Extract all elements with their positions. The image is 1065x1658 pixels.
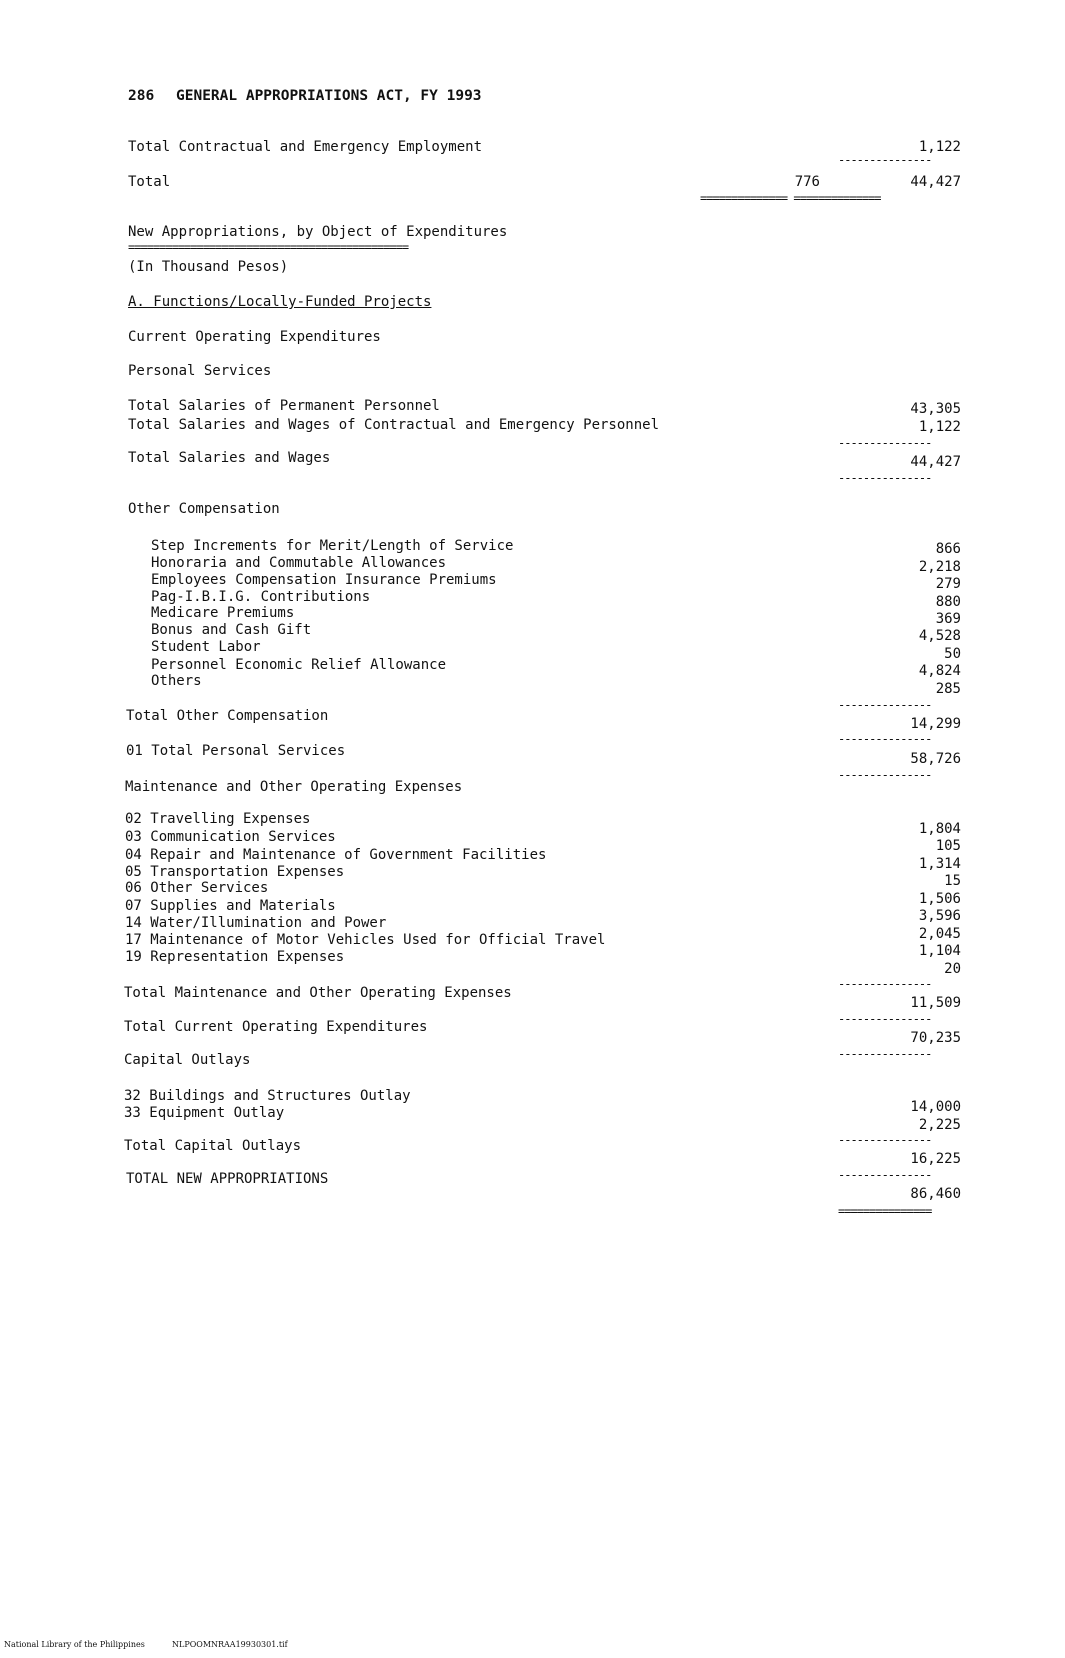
mooe-item-label: 05 Transportation Expenses xyxy=(125,864,345,880)
other-comp-item-label: Student Labor xyxy=(151,639,261,655)
mooe-heading: Maintenance and Other Operating Expenses xyxy=(125,779,463,795)
capital-total-label: Total Capital Outlays xyxy=(124,1138,302,1154)
personal-total-value: 58,726 xyxy=(910,751,961,767)
mooe-item-value: 2,045 xyxy=(918,926,961,942)
mooe-item-label: 02 Travelling Expenses xyxy=(125,811,311,827)
other-comp-item-label: Honoraria and Commutable Allowances xyxy=(151,555,447,571)
other-comp-item-value: 50 xyxy=(944,646,961,662)
unit-note: (In Thousand Pesos) xyxy=(128,259,289,275)
total-col1-value: 776 xyxy=(794,174,820,190)
divider: --------------- xyxy=(838,153,932,167)
mooe-item-label: 03 Communication Services xyxy=(125,829,336,845)
current-operating-heading: Current Operating Expenditures xyxy=(128,329,381,345)
other-comp-item-value: 285 xyxy=(935,681,961,697)
total-col2-value: 44,427 xyxy=(910,174,961,190)
other-comp-item-value: 880 xyxy=(935,594,961,610)
mooe-item-label: 06 Other Services xyxy=(125,880,269,896)
divider: --------------- xyxy=(838,977,932,991)
salaries-permanent-label: Total Salaries of Permanent Personnel xyxy=(128,398,440,414)
mooe-item-value: 1,804 xyxy=(918,821,961,837)
other-comp-item-label: Bonus and Cash Gift xyxy=(151,622,312,638)
other-comp-item-label: Medicare Premiums xyxy=(151,605,295,621)
page-title: GENERAL APPROPRIATIONS ACT, FY 1993 xyxy=(176,88,482,104)
salaries-contractual-value: 1,122 xyxy=(918,419,961,435)
capital-item-value: 14,000 xyxy=(910,1099,961,1115)
capital-item-label: 32 Buildings and Structures Outlay xyxy=(124,1088,411,1104)
mooe-item-value: 1,506 xyxy=(918,891,961,907)
salaries-total-label: Total Salaries and Wages xyxy=(128,450,331,466)
mooe-item-label: 04 Repair and Maintenance of Government Facilities xyxy=(125,847,547,863)
other-comp-total-label: Total Other Compensation xyxy=(126,708,329,724)
mooe-item-value: 20 xyxy=(944,961,961,977)
current-total-label: Total Current Operating Expenditures xyxy=(124,1019,428,1035)
mooe-item-value: 3,596 xyxy=(918,908,961,924)
mooe-total-value: 11,509 xyxy=(910,995,961,1011)
divider: --------------- xyxy=(838,1133,932,1147)
other-comp-heading: Other Compensation xyxy=(128,501,280,517)
grand-total-value: 86,460 xyxy=(910,1186,961,1202)
personal-total-label: 01 Total Personal Services xyxy=(126,743,346,759)
personal-services-heading: Personal Services xyxy=(128,363,272,379)
capital-heading: Capital Outlays xyxy=(124,1052,251,1068)
mooe-item-value: 105 xyxy=(935,838,961,854)
mooe-item-value: 1,314 xyxy=(918,856,961,872)
mooe-item-label: 19 Representation Expenses xyxy=(125,949,345,965)
other-comp-item-label: Personnel Economic Relief Allowance xyxy=(151,657,447,673)
other-comp-item-value: 866 xyxy=(935,541,961,557)
subsection-title: A. Functions/Locally-Funded Projects xyxy=(128,294,432,310)
contractual-employment-value: 1,122 xyxy=(918,139,961,155)
divider: --------------- xyxy=(838,471,932,485)
mooe-item-label: 07 Supplies and Materials xyxy=(125,898,336,914)
capital-item-value: 2,225 xyxy=(918,1117,961,1133)
divider: --------------- xyxy=(838,698,932,712)
divider: --------------- xyxy=(838,1168,932,1182)
other-comp-item-label: Others xyxy=(151,673,202,689)
footer-file: NLPOOMNRAA19930301.tif xyxy=(172,1640,288,1649)
divider: --------------- xyxy=(838,768,932,782)
grand-total-label: TOTAL NEW APPROPRIATIONS xyxy=(126,1171,329,1187)
mooe-total-label: Total Maintenance and Other Operating Expenses xyxy=(124,985,512,1001)
capital-total-value: 16,225 xyxy=(910,1151,961,1167)
mooe-item-label: 14 Water/Illumination and Power xyxy=(125,915,387,931)
current-total-value: 70,235 xyxy=(910,1030,961,1046)
mooe-item-value: 15 xyxy=(944,873,961,889)
other-comp-item-value: 279 xyxy=(935,576,961,592)
contractual-employment-label: Total Contractual and Emergency Employment xyxy=(128,139,483,155)
other-comp-item-label: Employees Compensation Insurance Premiums xyxy=(151,572,497,588)
double-rule: ============================================= xyxy=(128,240,409,254)
other-comp-total-value: 14,299 xyxy=(910,716,961,732)
other-comp-item-label: Pag-I.B.I.G. Contributions xyxy=(151,589,371,605)
divider: --------------- xyxy=(838,1047,932,1061)
divider: --------------- xyxy=(838,732,932,746)
double-rule: ============== ============== xyxy=(700,191,881,205)
section-title: New Appropriations, by Object of Expenditures xyxy=(128,224,508,240)
divider: --------------- xyxy=(838,1012,932,1026)
mooe-item-value: 1,104 xyxy=(918,943,961,959)
salaries-total-value: 44,427 xyxy=(910,454,961,470)
mooe-item-label: 17 Maintenance of Motor Vehicles Used for Official Travel xyxy=(125,932,606,948)
other-comp-item-value: 4,824 xyxy=(918,663,961,679)
other-comp-item-value: 4,528 xyxy=(918,628,961,644)
divider: --------------- xyxy=(838,436,932,450)
page-number: 286 xyxy=(128,88,155,104)
double-rule: =============== xyxy=(838,1204,932,1218)
salaries-permanent-value: 43,305 xyxy=(910,401,961,417)
other-comp-item-value: 2,218 xyxy=(918,559,961,575)
other-comp-item-label: Step Increments for Merit/Length of Service xyxy=(151,538,514,554)
salaries-contractual-label: Total Salaries and Wages of Contractual and Emergency Personnel xyxy=(128,417,660,433)
other-comp-item-value: 369 xyxy=(935,611,961,627)
capital-item-label: 33 Equipment Outlay xyxy=(124,1105,285,1121)
total-label: Total xyxy=(128,174,171,190)
footer-library: National Library of the Philippines xyxy=(4,1640,145,1649)
